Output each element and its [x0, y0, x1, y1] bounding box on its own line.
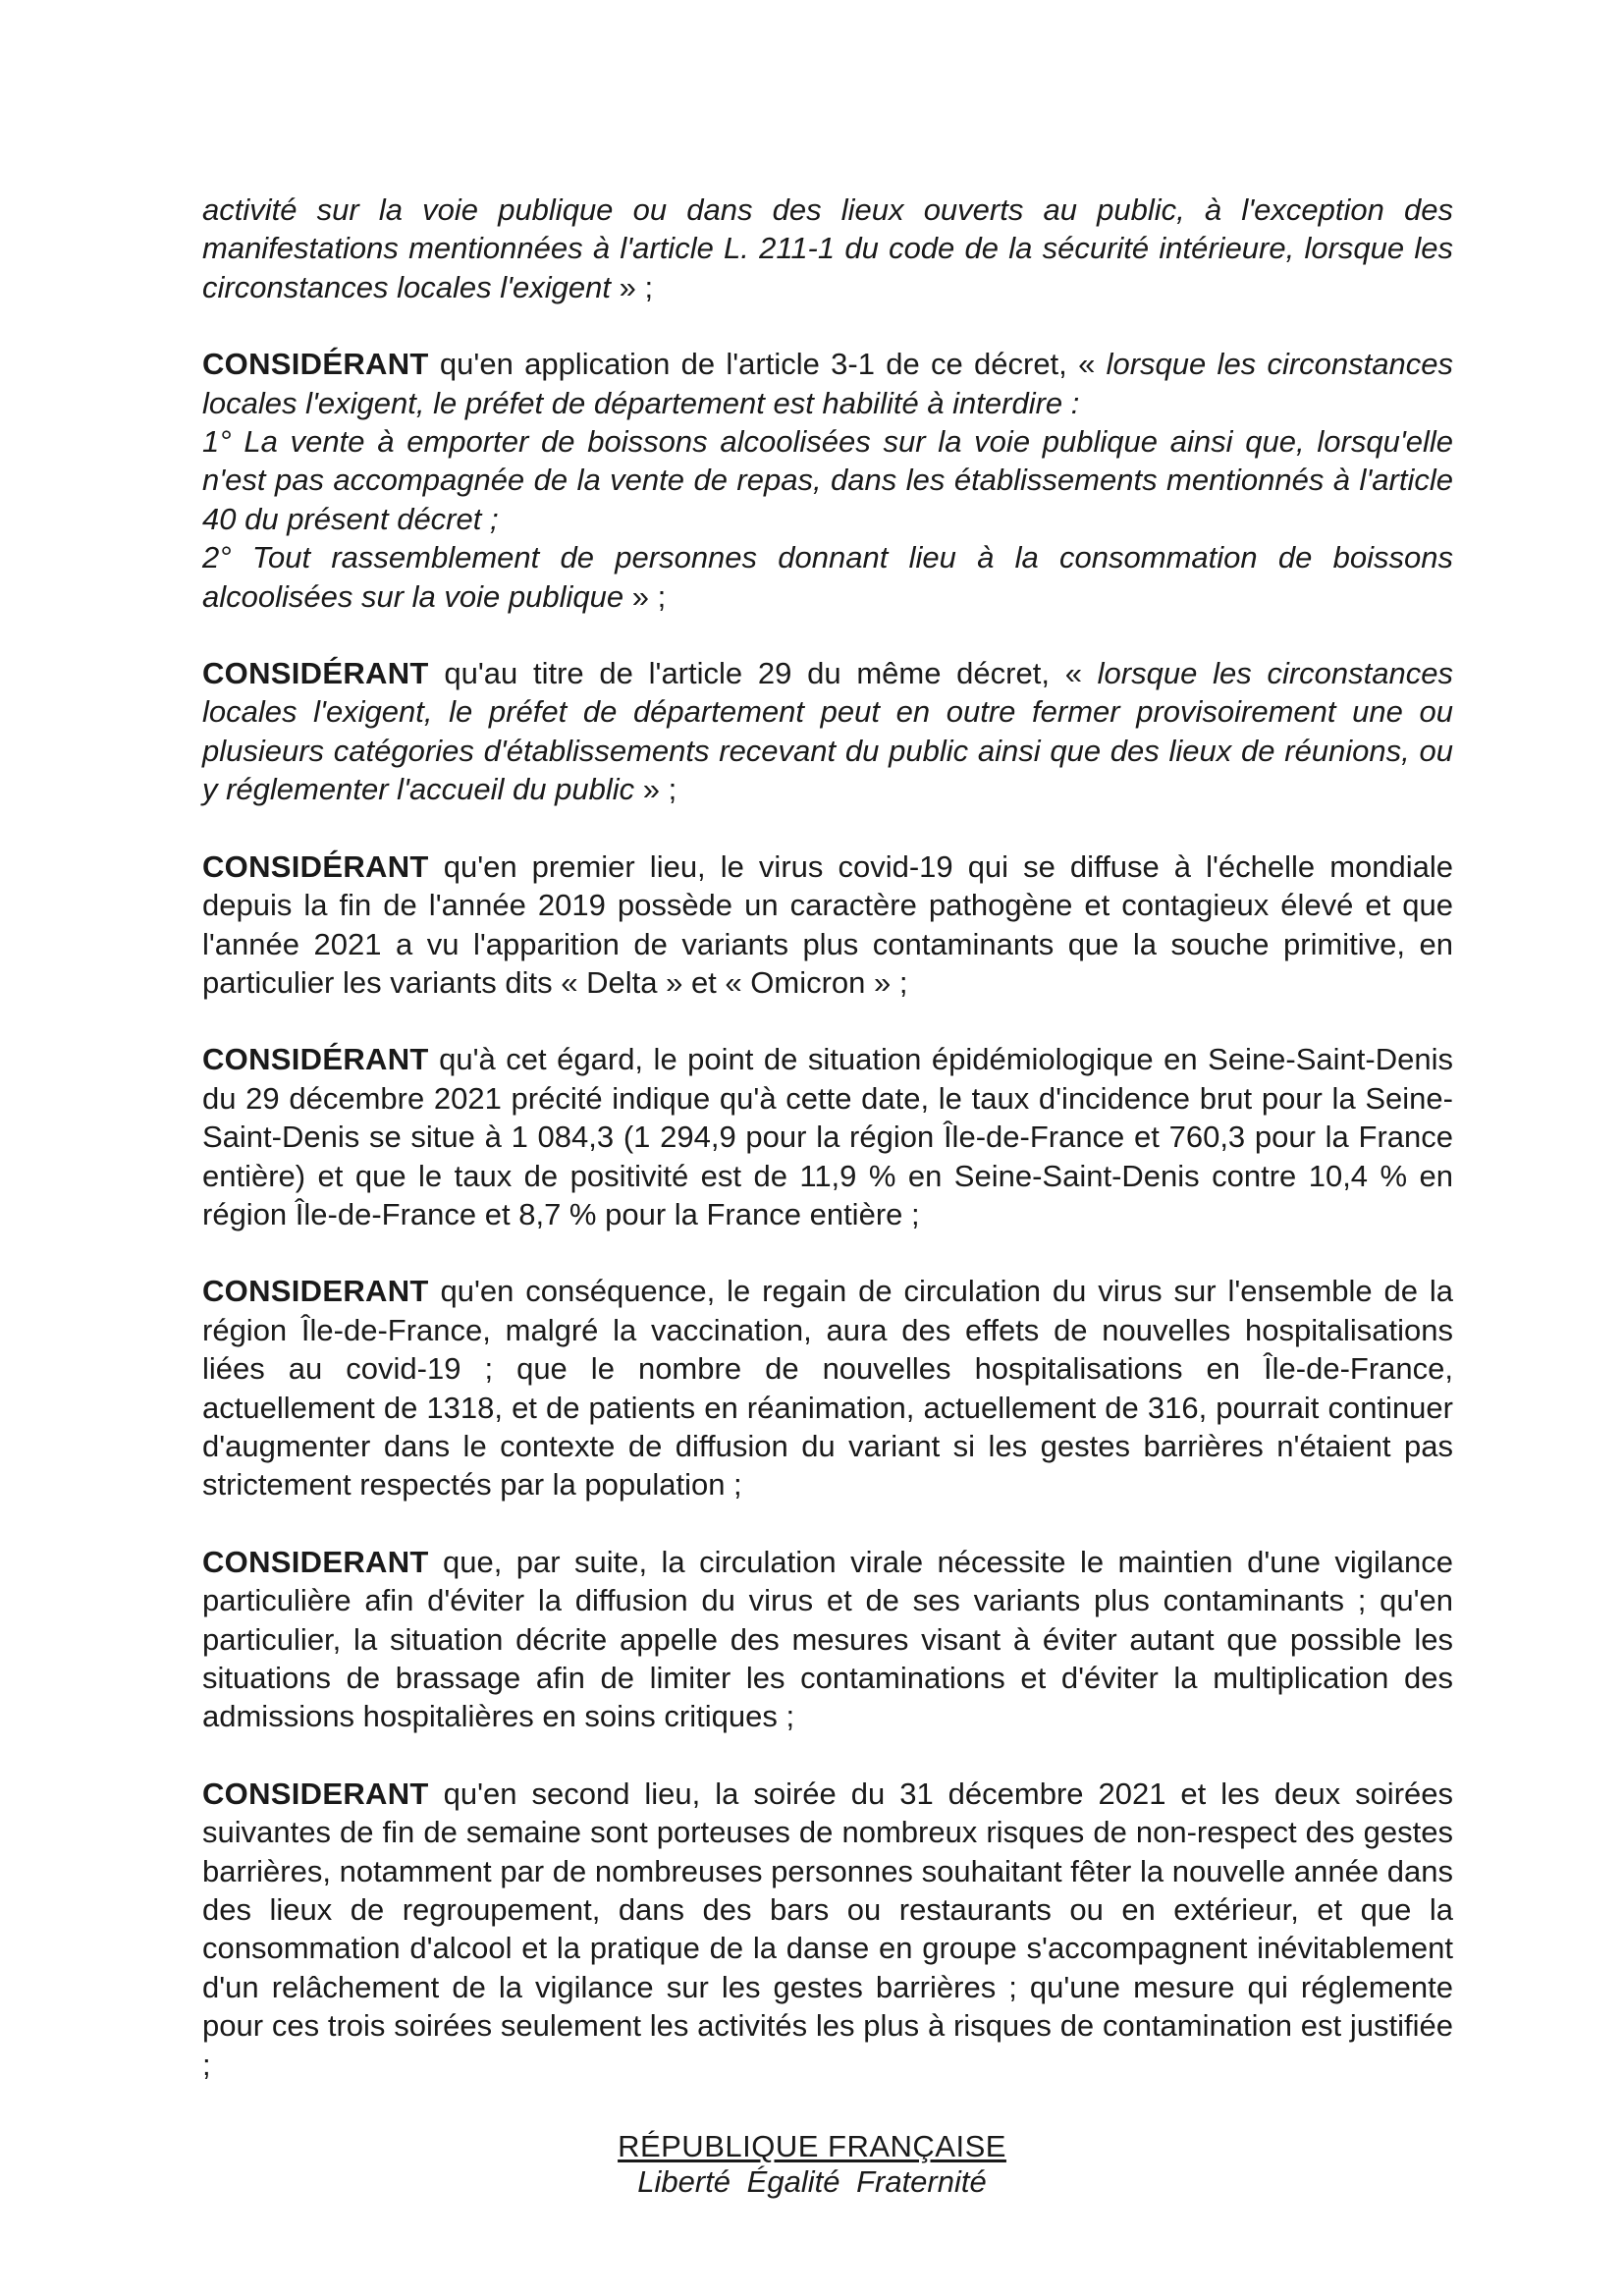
paragraph-3-text-1: qu'au titre de l'article 29 du même décret, «	[428, 656, 1098, 691]
paragraph-4-lead: CONSIDÉRANT	[202, 848, 429, 884]
paragraph-6-lead: CONSIDERANT	[202, 1274, 429, 1309]
paragraph-4-text-1: qu'en premier lieu, le virus covid-19 qui se diffuse à l'échelle mondiale depuis la fin de l'année 2019 possède un caractère pathogène et contagieux élevé et que l'année 2021 a vu l'apparition de variants plus contaminants que la souche primitive, en particulier les variants dits « Delta » et « Omicron » ;	[202, 848, 1453, 1000]
republic-motto: Liberté Égalité Fraternité	[637, 2164, 987, 2199]
paragraph-8	[202, 1775, 1453, 2084]
paragraph-7	[202, 1543, 1453, 1736]
paragraph-2-item-1: 1° La vente à emporter de boissons alcoolisées sur la voie publique ainsi que, lorsqu'elle n'est pas accompagnée de la vente de repas, dans les établissements mentionnés à l'article 40 du présent décret ;	[202, 424, 1453, 536]
document-body	[202, 191, 1453, 2122]
paragraph-5-text-1: qu'à cet égard, le point de situation épidémiologique en Seine-Saint-Denis du 29 décembre 2021 précité indique qu'à cette date, le taux d'incidence brut pour la Seine-Saint-Denis se situe à 1 084,3 (1 294,9 pour la région Île-de-France et 760,3 pour la France entière) et que le taux de positivité est de 11,9 % en Seine-Saint-Denis contre 10,4 % en région Île-de-France et 8,7 % pour la France entière ;	[202, 1042, 1453, 1231]
paragraph-3-text-2: lorsque les circonstances locales l'exigent, le préfet de département peut en outre fermer provisoirement une ou plusieurs catégories d'établissements recevant du public ainsi que des lieux de réunions, ou y réglementer l'accueil du public	[202, 656, 1453, 807]
paragraph-1-text-2: » ;	[611, 269, 654, 304]
paragraph-2-item-2: 2° Tout rassemblement de personnes donnant lieu à la consommation de boissons alcoolisées sur la voie publique	[202, 540, 1453, 614]
paragraph-8-text-1: qu'en second lieu, la soirée du 31 décembre 2021 et les deux soirées suivantes de fin de semaine sont porteuses de nombreux risques de non-respect des gestes barrières, notamment par de nombreuses personnes souhaitant fêter la nouvelle année dans des lieux de regroupement, dans des bars ou restaurants ou en extérieur, et que la consommation d'alcool et la pratique de la danse en groupe s'accompagnent inévitablement d'un relâchement de la vigilance sur les gestes barrières ; qu'une mesure qui réglemente pour ces trois soirées seulement les activités les plus à risques de contamination est justifiée ;	[202, 1776, 1453, 2082]
paragraph-7-lead: CONSIDERANT	[202, 1544, 429, 1579]
paragraph-1	[202, 191, 1453, 306]
paragraph-6-text-1: qu'en conséquence, le regain de circulation du virus sur l'ensemble de la région Île-de-France, malgré la vaccination, aura des effets de nouvelles hospitalisations liées au covid-19 ; que le nombre de nouvelles hospitalisations en Île-de-France, actuellement de 1318, et de patients en réanimation, actuellement de 316, pourrait continuer d'augmenter dans le contexte de diffusion du variant si les gestes barrières n'étaient pas strictement respectés par la population ;	[202, 1274, 1453, 1503]
paragraph-4	[202, 847, 1453, 1003]
paragraph-2-text-3: » ;	[623, 578, 667, 614]
paragraph-2-text-1: qu'en application de l'article 3-1 de ce décret, «	[428, 347, 1107, 382]
paragraph-3	[202, 654, 1453, 809]
paragraph-6	[202, 1272, 1453, 1503]
republique-francaise-label: RÉPUBLIQUE FRANÇAISE	[618, 2129, 1006, 2163]
paragraph-1-text-1: activité sur la voie publique ou dans des lieux ouverts au public, à l'exception des manifestations mentionnées à l'article L. 211-1 du code de la sécurité intérieure, lorsque les circonstances locales l'exigent	[202, 192, 1453, 304]
paragraph-3-lead: CONSIDÉRANT	[202, 656, 429, 691]
page-footer	[0, 2129, 1624, 2200]
paragraph-5	[202, 1040, 1453, 1233]
paragraph-2-text-2: lorsque les circonstances locales l'exigent, le préfet de département est habilité à interdire :	[202, 347, 1453, 420]
paragraph-7-text-1: que, par suite, la circulation virale nécessite le maintien d'une vigilance particulière afin d'éviter la diffusion du virus et de ses variants plus contaminants ; qu'en particulier, la situation décrite appelle des mesures visant à éviter autant que possible les situations de brassage afin de limiter les contaminations et d'éviter la multiplication des admissions hospitalières en soins critiques ;	[202, 1544, 1453, 1734]
paragraph-5-lead: CONSIDÉRANT	[202, 1042, 429, 1077]
paragraph-3-text-3: » ;	[634, 772, 677, 807]
paragraph-8-lead: CONSIDERANT	[202, 1776, 429, 1811]
paragraph-2-lead: CONSIDÉRANT	[202, 347, 429, 382]
paragraph-2	[202, 345, 1453, 616]
